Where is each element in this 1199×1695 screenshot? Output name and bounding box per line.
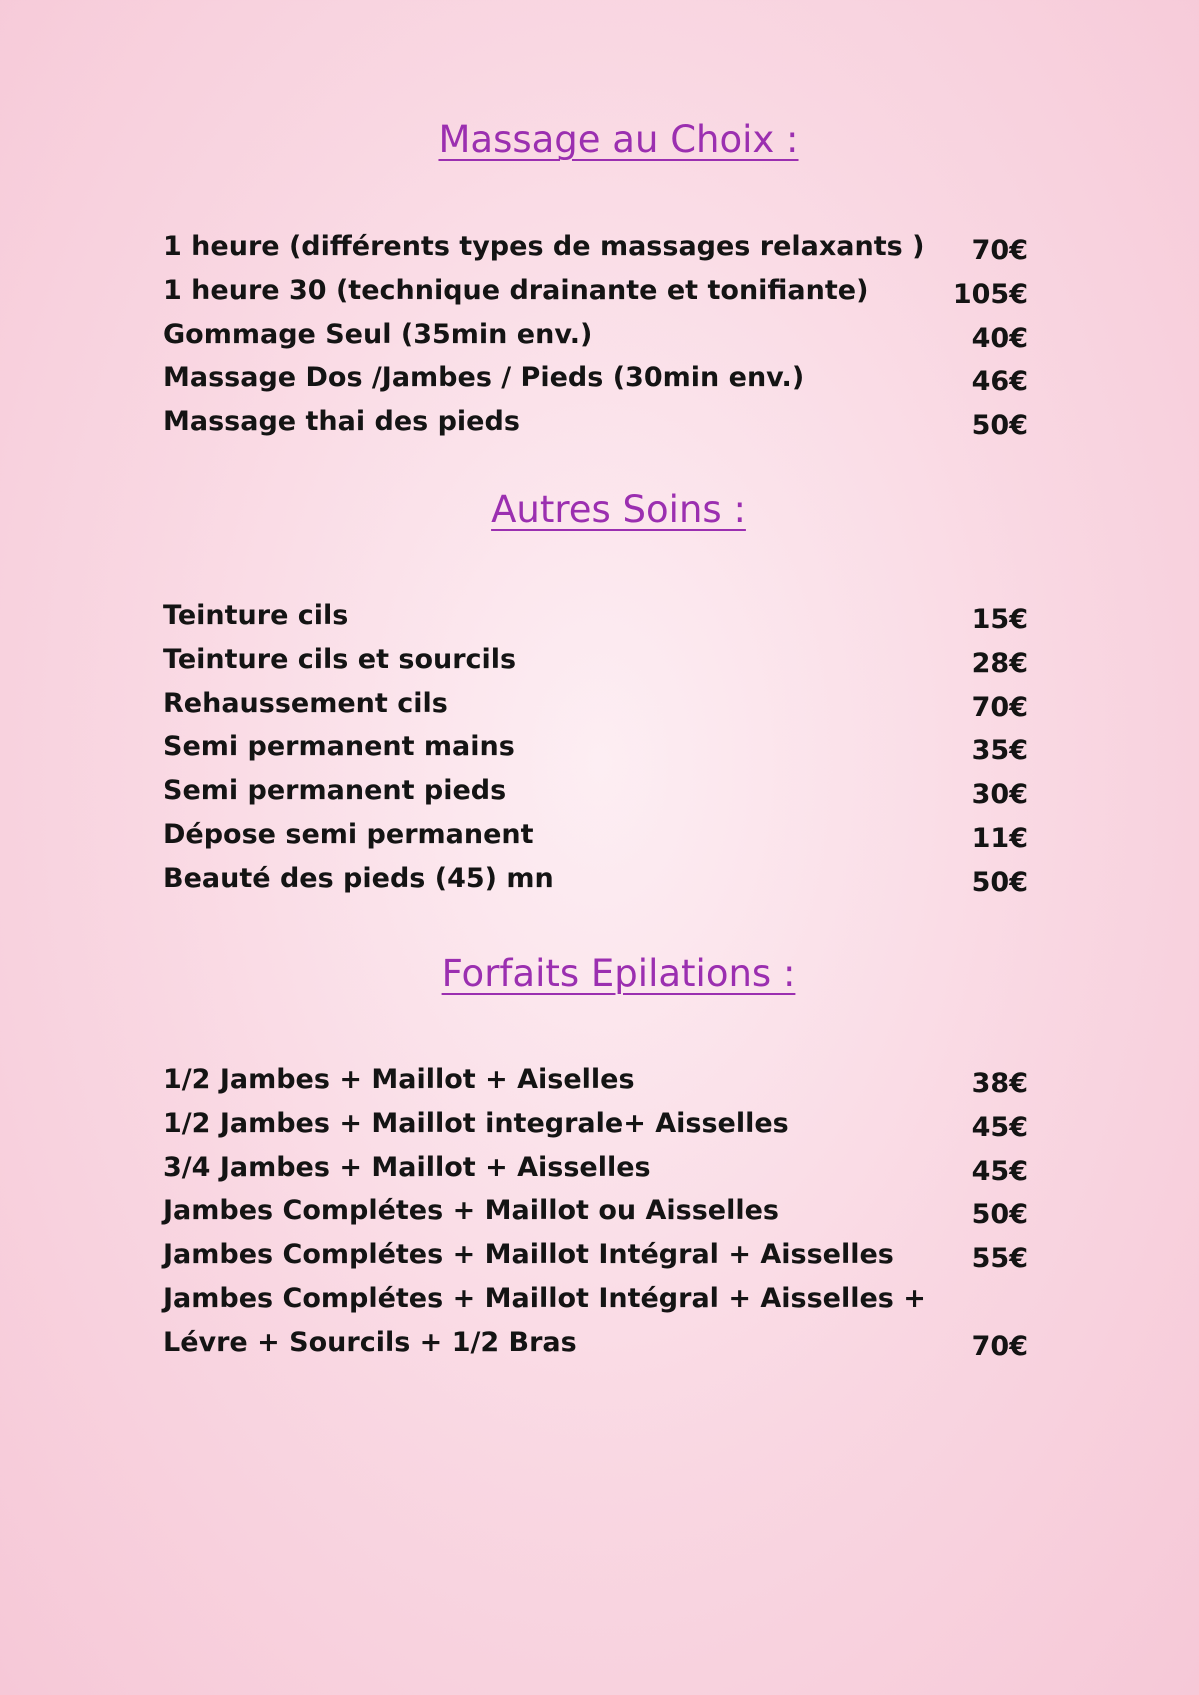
service-price: 50€ [971, 866, 1028, 898]
service-price: 28€ [971, 647, 1028, 679]
service-price: 45€ [971, 1111, 1028, 1143]
section-title-massage: Massage au Choix : [438, 118, 799, 161]
price-row [163, 313, 1028, 357]
service-price: 105€ [952, 278, 1028, 310]
service-label: Jambes Complétes + Maillot Intégral + Aisselles [163, 1239, 894, 1271]
section-title-forfaits-epilations: Forfaits Epilations : [441, 952, 796, 995]
service-price: 55€ [971, 1243, 1028, 1275]
service-label: Dépose semi permanent [163, 818, 534, 850]
service-label: Rehaussement cils [163, 687, 448, 719]
service-label: Teinture cils [163, 600, 349, 631]
service-label: Jambes Complétes + Maillot ou Aisselles [163, 1195, 779, 1227]
service-label: Semi permanent pieds [163, 775, 507, 807]
service-price: 35€ [971, 735, 1028, 767]
price-row [163, 1189, 1028, 1233]
service-price: 46€ [971, 366, 1028, 398]
service-price: 70€ [971, 691, 1028, 723]
price-row [163, 638, 1028, 682]
service-label: Beauté des pieds (45) mn [163, 862, 554, 894]
section-title-autres-soins: Autres Soins : [491, 488, 746, 531]
price-row [163, 682, 1028, 726]
autres-soins-price-list [163, 594, 1028, 901]
service-price: 50€ [971, 1199, 1028, 1231]
service-price: 11€ [971, 822, 1028, 854]
price-row [163, 269, 1028, 313]
service-price: 70€ [971, 1330, 1028, 1362]
price-row [163, 356, 1028, 400]
price-row [163, 725, 1028, 769]
service-label: 1 heure (différents types de massages relaxants ) [163, 231, 925, 262]
service-label: 1 heure 30 (technique drainante et tonifiante) [163, 274, 869, 306]
price-row [163, 1277, 1028, 1365]
price-row [163, 594, 1028, 638]
service-label: Teinture cils et sourcils [163, 643, 517, 675]
service-price: 45€ [971, 1155, 1028, 1187]
service-label: 3/4 Jambes + Maillot + Aisselles [163, 1151, 651, 1183]
service-label: Semi permanent mains [163, 731, 515, 763]
price-row [163, 857, 1028, 901]
service-label: Jambes Complétes + Maillot Intégral + Aisselles + Lévre + Sourcils + 1/2 Bras [163, 1282, 926, 1358]
price-row [163, 813, 1028, 857]
price-row [163, 225, 1028, 269]
price-row [163, 1058, 1028, 1102]
price-row [163, 1233, 1028, 1277]
service-price: 50€ [971, 410, 1028, 442]
service-price: 30€ [971, 779, 1028, 811]
service-price: 70€ [971, 235, 1028, 266]
price-row [163, 400, 1028, 444]
massage-price-list [163, 225, 1028, 444]
service-label: Massage thai des pieds [163, 406, 520, 438]
service-label: Gommage Seul (35min env.) [163, 318, 593, 350]
price-row [163, 1146, 1028, 1190]
price-row [163, 1102, 1028, 1146]
price-row [163, 769, 1028, 813]
service-price: 38€ [971, 1068, 1028, 1099]
service-price: 40€ [971, 322, 1028, 354]
epilations-price-list [163, 1058, 1028, 1365]
service-label: 1/2 Jambes + Maillot + Aiselles [163, 1064, 635, 1095]
service-label: Massage Dos /Jambes / Pieds (30min env.) [163, 362, 805, 394]
service-price: 15€ [971, 604, 1028, 635]
service-label: 1/2 Jambes + Maillot integrale+ Aisselles [163, 1107, 789, 1139]
